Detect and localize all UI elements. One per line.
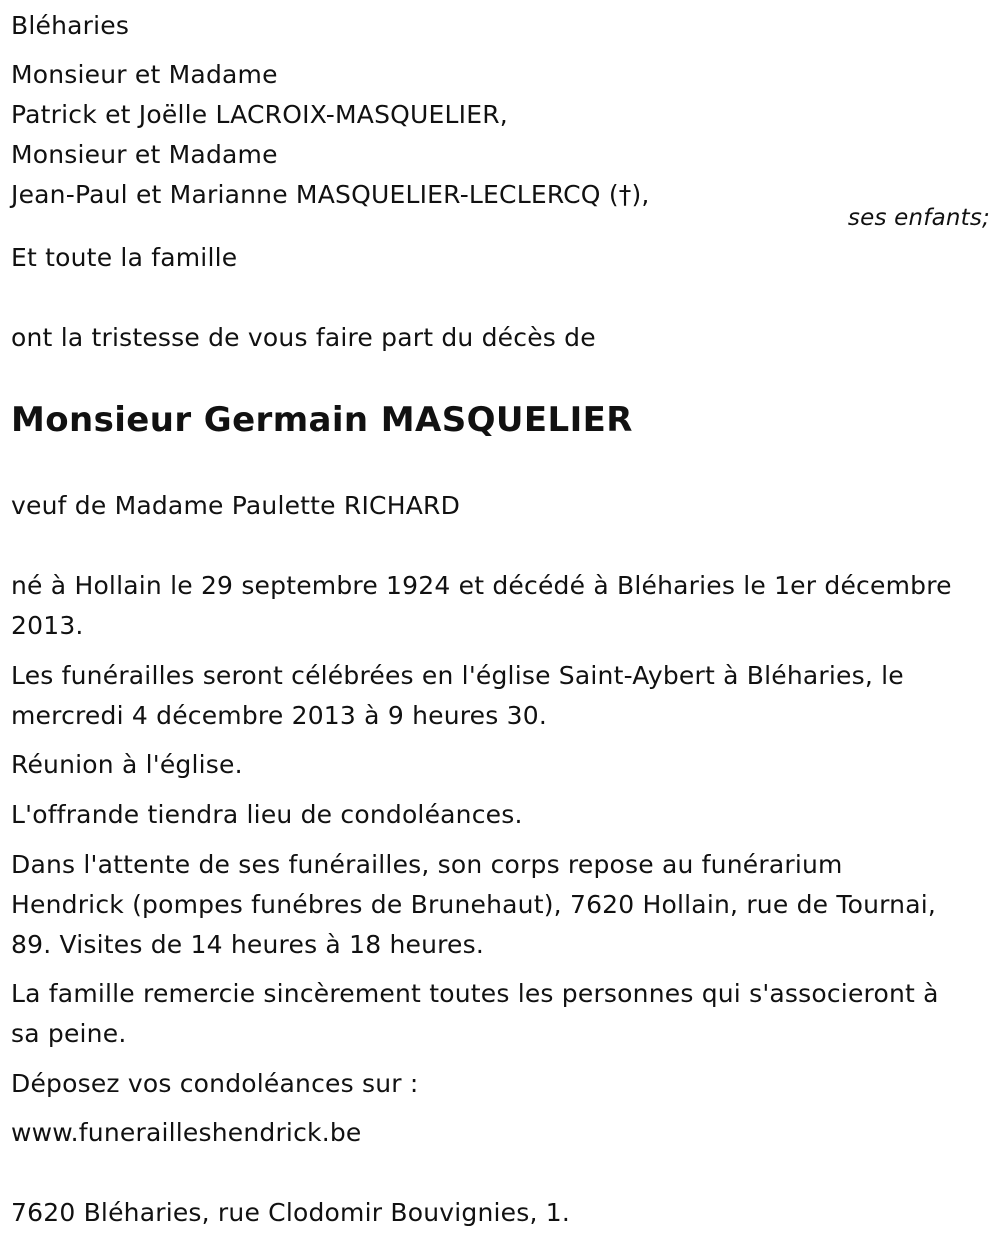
rest-line-3: 89. Visites de 14 heures à 18 heures. [11,930,485,959]
children-label: ses enfants; [847,205,990,231]
meeting-line: Réunion à l'église. [11,750,243,779]
thanks-line-2: sa peine. [11,1019,127,1048]
family-line-3: Monsieur et Madame [11,140,278,169]
thanks-line-1: La famille remercie sincèrement toutes les personnes qui s'associeront à [11,979,939,1008]
location-heading: Bléharies [11,11,130,40]
announcement-intro: ont la tristesse de vous faire part du décès de [11,323,596,352]
funeral-line-2: mercredi 4 décembre 2013 à 9 heures 30. [11,701,547,730]
family-rest: Et toute la famille [11,243,238,272]
offering-line: L'offrande tiendra lieu de condoléances. [11,800,523,829]
family-line-4: Jean-Paul et Marianne MASQUELIER-LECLERCQ (†), [11,180,650,209]
widow-of: veuf de Madame Paulette RICHARD [11,491,461,520]
birth-death-line-2: 2013. [11,611,84,640]
family-line-2: Patrick et Joëlle LACROIX-MASQUELIER, [11,100,508,129]
rest-line-2: Hendrick (pompes funébres de Brunehaut), 7620 Hollain, rue de Tournai, [11,890,937,919]
condolences-label: Déposez vos condoléances sur : [11,1069,419,1098]
website-link[interactable]: www.funerailleshendrick.be [11,1118,362,1147]
deceased-name: Monsieur Germain MASQUELIER [11,400,633,440]
rest-line-1: Dans l'attente de ses funérailles, son corps repose au funérarium [11,850,843,879]
address-line: 7620 Bléharies, rue Clodomir Bouvignies, 1. [11,1198,571,1227]
website-link-row [11,1113,362,1153]
family-line-1: Monsieur et Madame [11,60,278,89]
funeral-line-1: Les funérailles seront célébrées en l'église Saint-Aybert à Bléharies, le [11,661,904,690]
birth-death-line-1: né à Hollain le 29 septembre 1924 et décédé à Bléharies le 1er décembre [11,571,952,600]
